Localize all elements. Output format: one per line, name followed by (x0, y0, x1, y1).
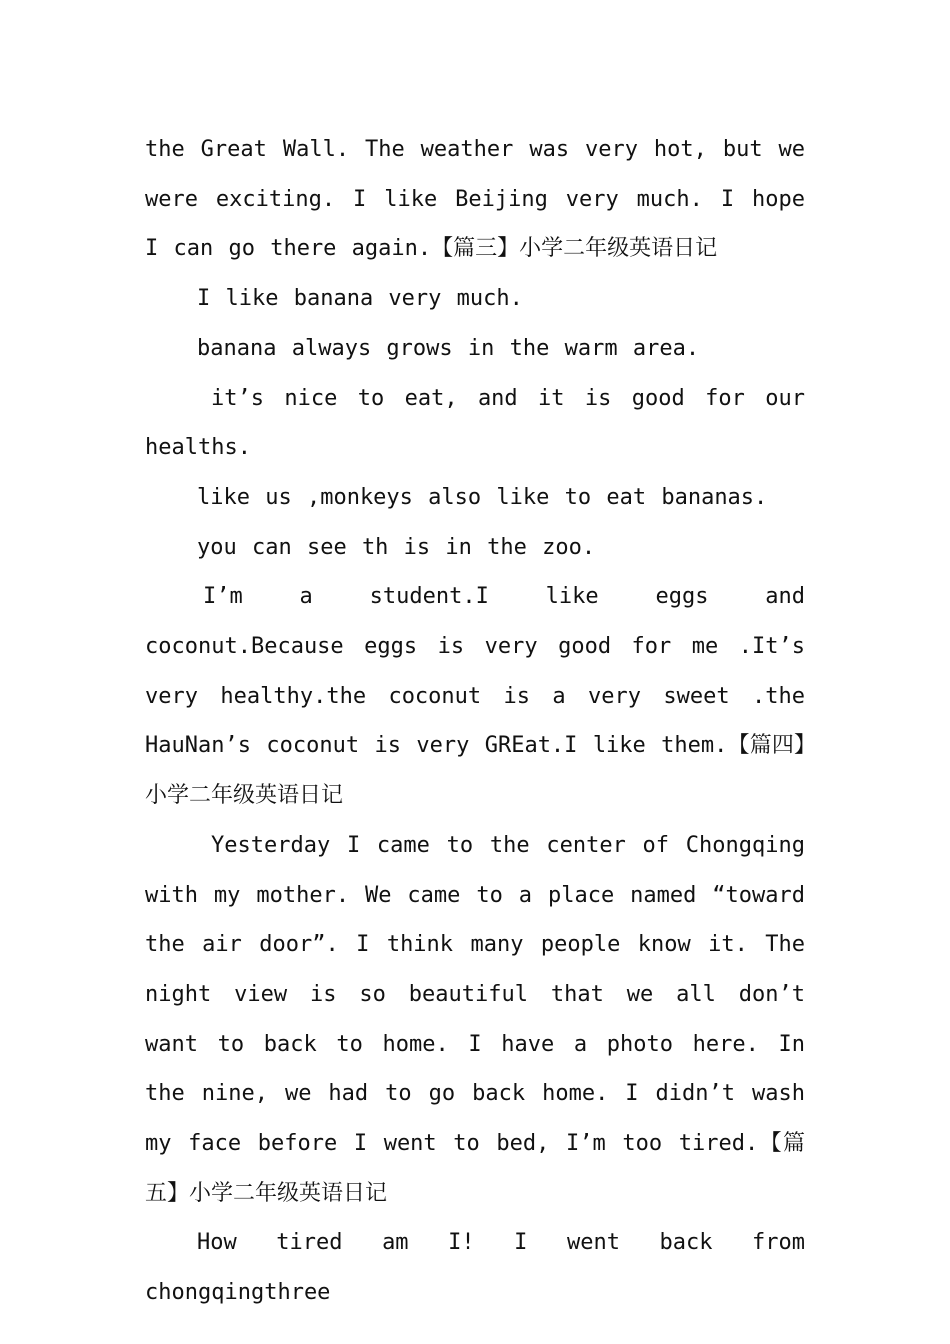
document-body (145, 125, 805, 1318)
paragraph-student-coconut: I’m a student.I like eggs and coconut.Because eggs is very good for me .It’s very healthy.the coconut is a very sweet .the HauNan’s coconut is very GREat.I like them.【篇四】小学二年级英语日记 (145, 584, 805, 809)
paragraph-great-wall: the Great Wall. The weather was very hot, but we were exciting. I like Beijing very much. I hope I can go there again.【篇三】小学二年级英语日记 (145, 137, 805, 262)
paragraph-banana-nice: it’s nice to eat, and it is good for our healths. (145, 385, 805, 461)
paragraph-chongqing-center: Yesterday I came to the center of Chongqing with my mother. We came to a place named “toward the air door”. I think many people know it. The night view is so beautiful that we all don’t want to back to home. I have a photo here. In the nine, we had to go back home. I didn’t wash my face before I went to bed, I’m too tired.【篇五】小学二年级英语日记 (145, 832, 805, 1206)
paragraph-monkeys: like us ,monkeys also like to eat bananas. (197, 484, 768, 510)
paragraph-banana-grows: banana always grows in the warm area. (197, 335, 700, 361)
paragraph-how-tired: How tired am I! I went back from chongqingthree (145, 1230, 805, 1306)
paragraph-banana-like: I like banana very much. (197, 286, 523, 312)
paragraph-zoo: you can see th is in the zoo. (197, 534, 596, 560)
